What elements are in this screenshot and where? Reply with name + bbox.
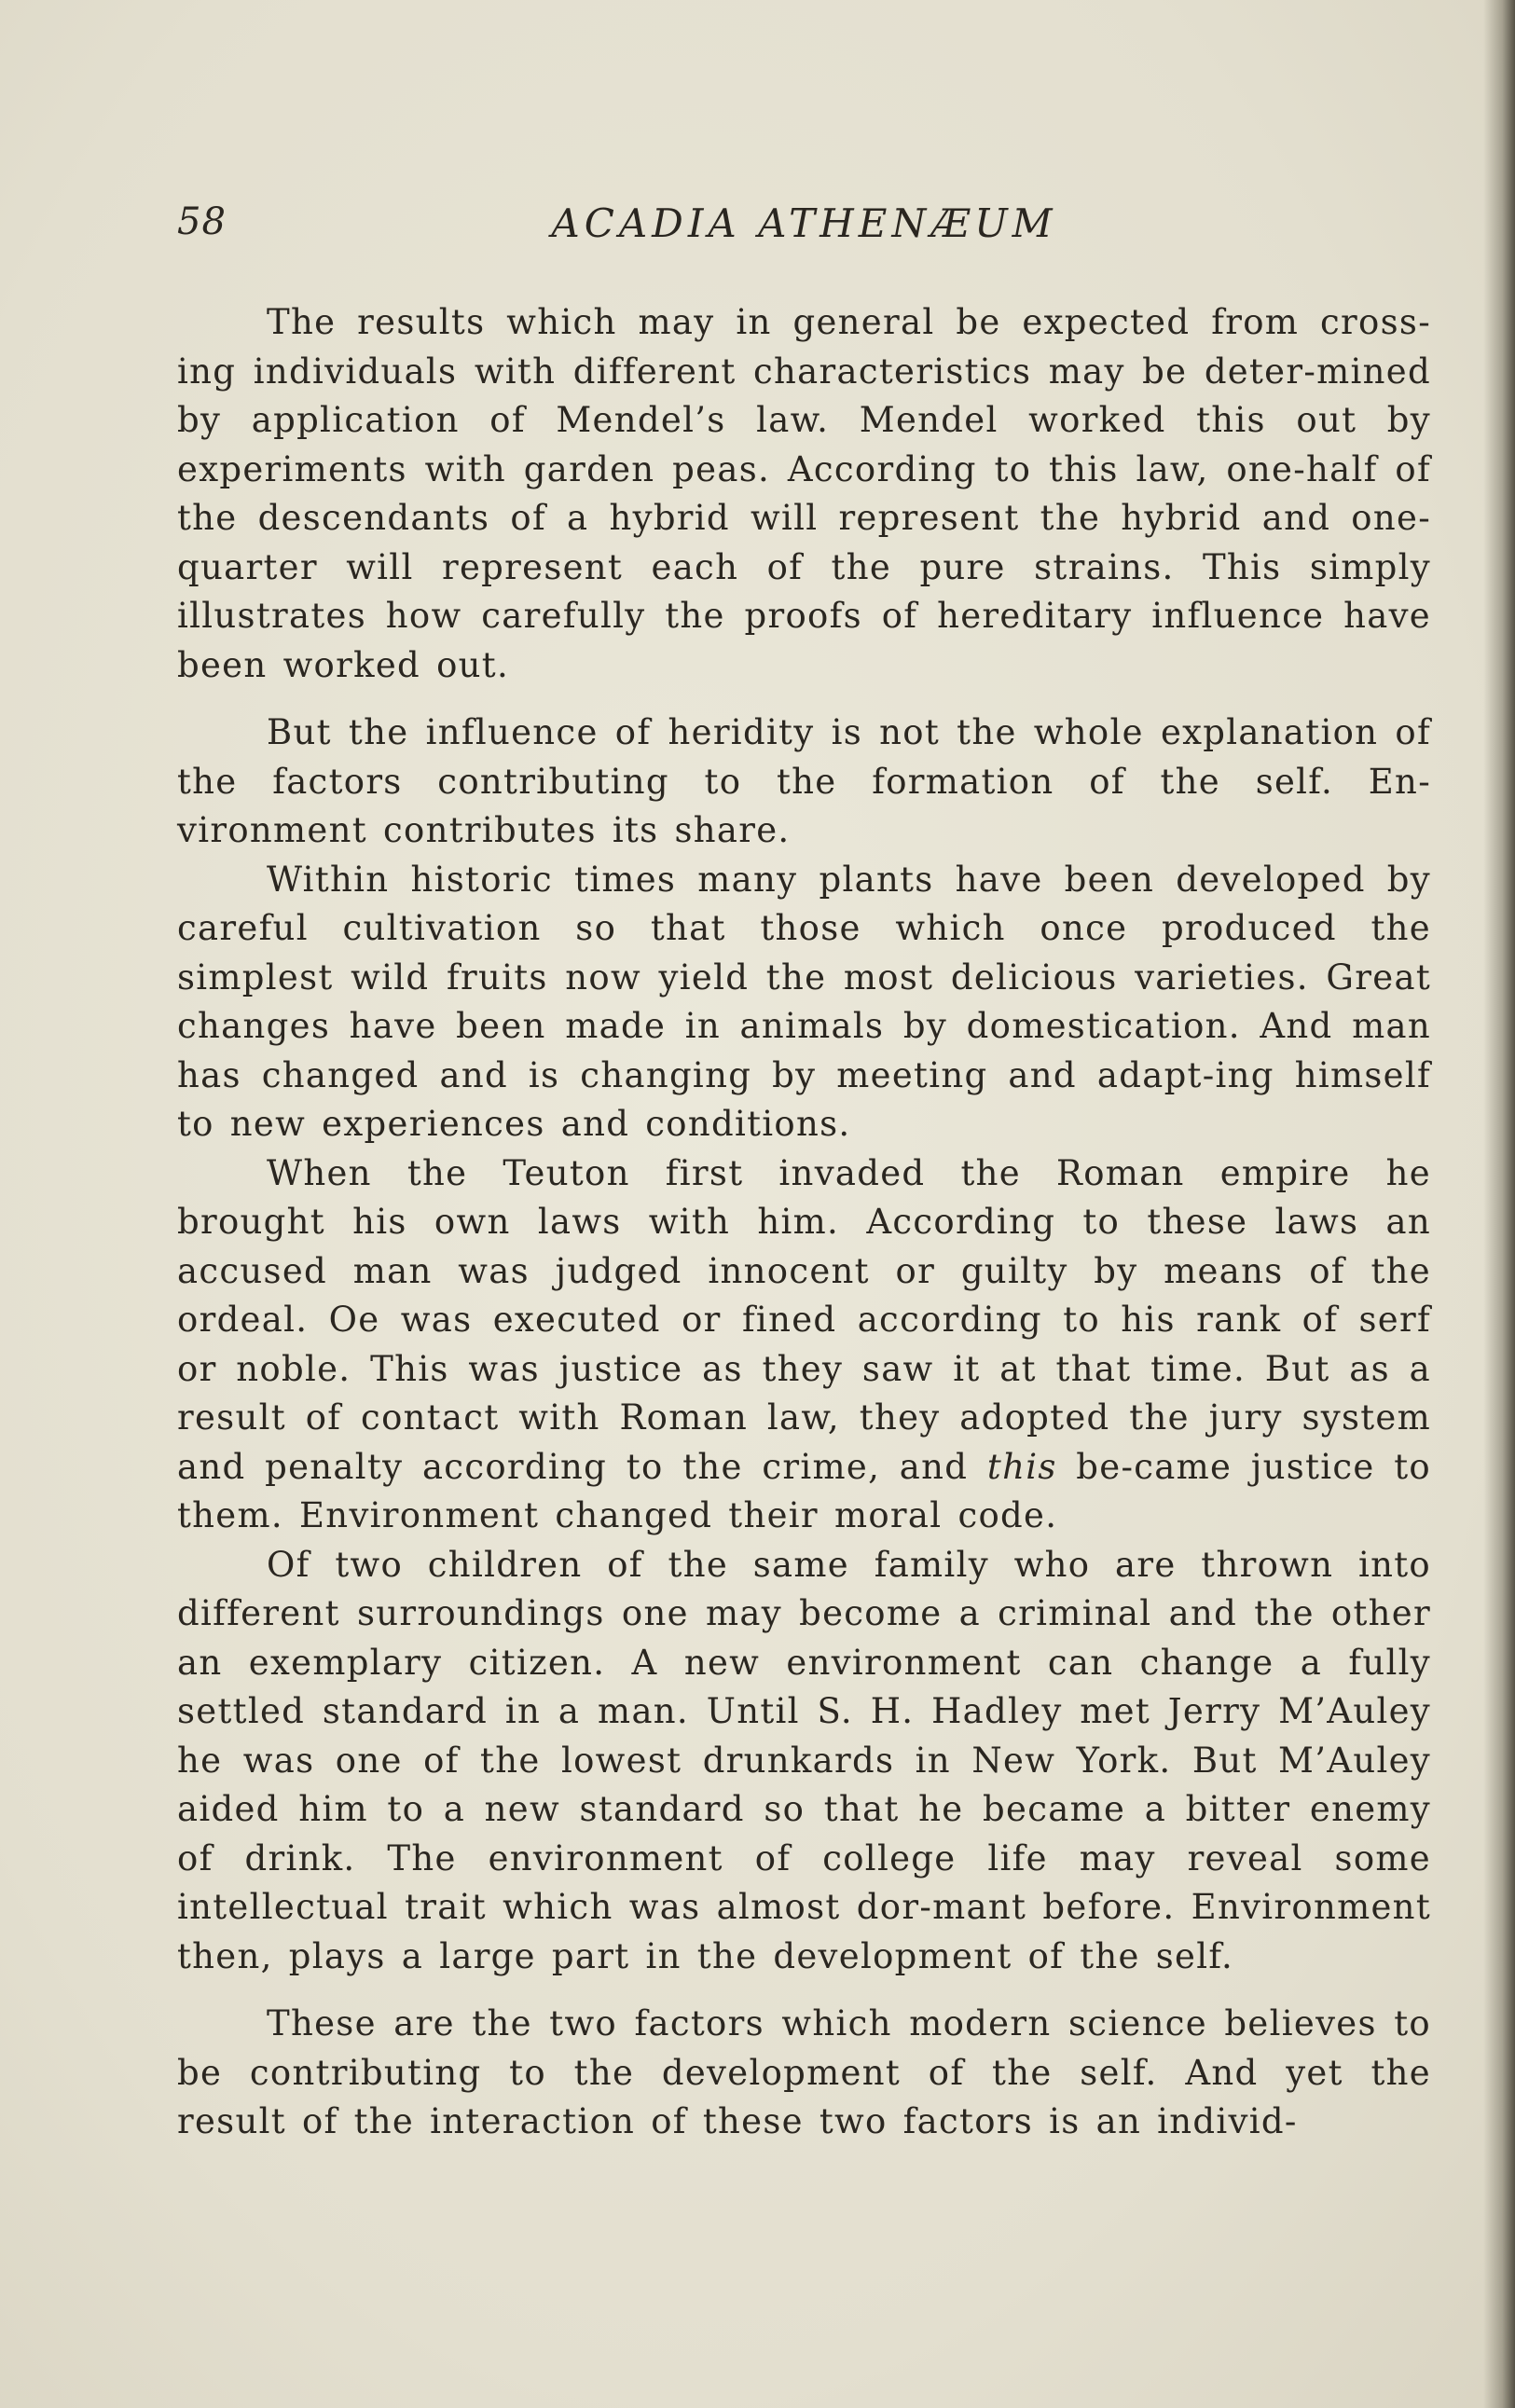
paragraph-mendel-law: The results which may in general be expected from cross-ing individuals with different characteristics may be deter-mined by application of Mendel’s law. Mendel worked this out by experiments with garden peas. According to this law, one-half of the descendants of a hybrid will represent the hybrid and one-quarter will represent each of the pure strains. This simply illustrates how carefully the proofs of hereditary influence have been worked out.: [177, 302, 1431, 685]
paragraph-two-factors: These are the two factors which modern science believes to be contributing to the development of the self. And yet the result of the interaction of these two factors is an individ-: [177, 2003, 1431, 2141]
paragraph-heredity-not-whole: But the influence of heridity is not the whole explanation of the factors contributing to the formation of the self. En-vironment contributes its share.: [177, 712, 1431, 850]
running-title: ACADIA ATHENÆUM: [551, 200, 1057, 246]
body-text: [177, 298, 1431, 2147]
page-number: 58: [177, 200, 227, 243]
page-spine-shadow: [1483, 0, 1515, 2408]
paragraph-teuton-law: [177, 1149, 1431, 1541]
page-header: [177, 200, 1431, 256]
paragraph-teuton-law-emphasis: this: [986, 1446, 1057, 1487]
paragraph-teuton-law-text-after: be-came justice to them. Environment changed their moral code.: [177, 1446, 1431, 1535]
paragraph-two-children: Of two children of the same family who are thrown into different surroundings one may become a criminal and the other an exemplary citizen. A new environment can change a fully settled standard in a man. Until S. H. Hadley met Jerry M’Auley he was one of the lowest drunkards in New York. But M’Auley aided him to a new standard so that he became a bitter enemy of drink. The environment of college life may reveal some intellectual trait which was almost dor-mant before. Environment then, plays a large part in the development of the self.: [177, 1544, 1431, 1976]
paragraph-teuton-law-text-before: When the Teuton first invaded the Roman empire he brought his own laws with him. According to these laws an accused man was judged innocent or guilty by means of the ordeal. Oe was executed or fined according to his rank of serf or noble. This was justice as they saw it at that time. But as a result of contact with Roman law, they adopted the jury system and penalty according to the crime, and: [177, 1152, 1431, 1487]
paragraph-historic-cultivation: Within historic times many plants have been developed by careful cultivation so that those which once produced the simplest wild fruits now yield the most delicious varieties. Great changes have been made in animals by domestication. And man has changed and is changing by meeting and adapt-ing himself to new experiences and conditions.: [177, 859, 1431, 1144]
